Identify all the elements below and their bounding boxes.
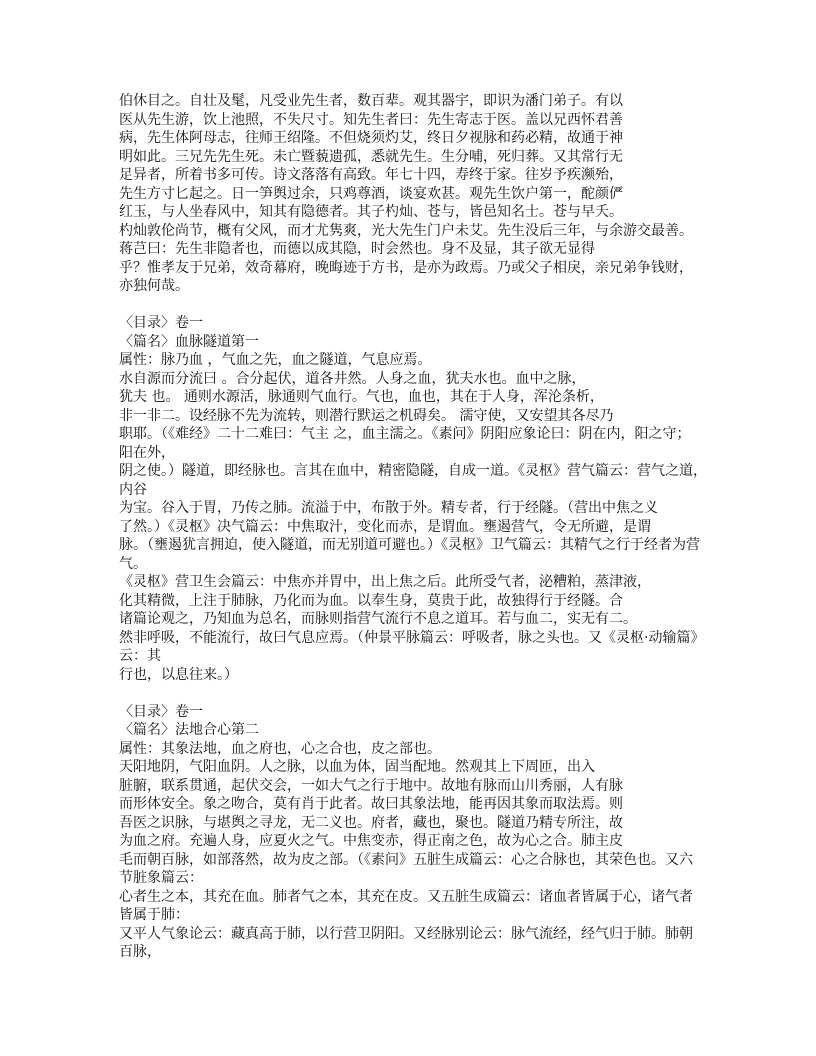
text-line: 脉。（壅遏犹言拥迫，使入隧道，而无别道可避也。）《灵枢》卫气篇云：其精气之行于经者为营 bbox=[119, 537, 700, 553]
text-line: 阴之使。）隧道，即经脉也。言其在血中，精密隐隧，自成一道。《灵枢》营气篇云：营气之道， bbox=[119, 463, 707, 479]
text-line: 百脉， bbox=[119, 944, 161, 960]
text-line: 皆属于肺： bbox=[119, 907, 189, 923]
text-line: 化其精微，上注于肺脉，乃化而为血。以奉生身，莫贵于此，故独得行于经隧。合 bbox=[119, 592, 623, 609]
text-line: 了然。）《灵枢》决气篇云：中焦取汁，变化而赤，是谓血。壅遏营气，令无所避，是谓 bbox=[119, 518, 651, 535]
text-line: 乎？惟孝友于兄弟，效奇幕府，晚晦迹于方书，是亦为政焉。乃或父子相戾，亲兄弟争钱财， bbox=[119, 259, 693, 276]
text-line: 云：其 bbox=[119, 648, 161, 664]
text-line: 为血之府。充遍人身，应夏火之气。中焦变赤，得正南之色，故为心之合。肺主皮 bbox=[119, 833, 623, 849]
text-line: 然非呼吸，不能流行，故曰气息应焉。（仲景平脉篇云：呼吸者，脉之头也。又《灵枢·动输篇》 bbox=[119, 629, 705, 646]
text-line: 红玉，与人坐春风中，知其有隐德者。其子杓灿、苍与，皆邑知名士。苍与早夭。 bbox=[119, 204, 623, 220]
text-line: 属性：脉乃血 ，气血之先，血之隧道，气息应焉。 bbox=[119, 352, 432, 368]
text-line: 行也，以息往来。） bbox=[119, 666, 238, 683]
text-line: 阳在外， bbox=[119, 444, 175, 461]
text-line: 为宝。谷入于胃，乃传之肺。流溢于中，布散于外。精专者，行于经隧。（营出中焦之义 bbox=[119, 500, 658, 516]
text-line: 先生方寸匕起之。日一笋舆过余，只鸡尊酒，谈宴欢甚。观先生饮户第一，酡颜俨 bbox=[119, 185, 623, 202]
text-line bbox=[119, 684, 719, 703]
text-line: 病，先生体阿母志，往师王绍隆。不但烧须灼艾，终日夕视脉和药必精，故通于神 bbox=[119, 130, 623, 146]
text-line: 杓灿敦伦尚节，概有父风，而才尤隽爽，光大先生门户未艾。先生没后三年，与余游交最善。 bbox=[119, 222, 693, 239]
text-line: 诸篇论观之，乃知血为总名，而脉则指营气流行不息之道耳。若与血二，实无有二。 bbox=[119, 611, 637, 627]
text-line: 足异者，所着书多可传。诗文落落有高致。年七十四，寿终于家。往岁予疾濒殆， bbox=[119, 167, 623, 183]
text-line: 亦独何哉。 bbox=[119, 278, 189, 294]
text-line: 〈篇名〉血脉隧道第一 bbox=[119, 333, 259, 350]
text-line: 职耶。（《难经》二十二难曰：气主 之，血主濡之。《素问》阴阳应象论曰：阴在内，阳之守； bbox=[119, 426, 691, 442]
text-line: 气。 bbox=[119, 555, 147, 572]
text-line: 非一非二。设经脉不先为流转，则潜行默运之机碍矣。 濡守使，又安望其各尽乃 bbox=[119, 407, 614, 424]
text-line: 犹夫 也。 通则水源活，脉通则气血行。气也，血也，其在于人身，浑沦条析， bbox=[119, 389, 604, 405]
text-line: 〈目录〉卷一 bbox=[119, 703, 203, 720]
text-line: 毛而朝百脉，如部落然，故为皮之部。（《素问》五脏生成篇云：心之合脉也，其荣色也。又六 bbox=[119, 851, 693, 868]
text-line: 蒋芑曰：先生非隐者也，而德以成其隐，时会然也。身不及显，其子欲无显得 bbox=[119, 241, 595, 257]
text-line: 又平人气象论云：藏真高于肺，以行营卫阴阳。又经脉别论云：脉气流经，经气归于肺。肺朝 bbox=[119, 925, 693, 942]
text-line: 医从先生游，饮上池照，不失尺寸。知先生者曰：先生寄志于医。盖以兄西怀君善 bbox=[119, 111, 623, 128]
text-line: 心者生之本，其充在血。肺者气之本，其充在皮。又五脏生成篇云：诸血者皆属于心，诸气者 bbox=[119, 888, 693, 905]
text-line: 明如此。三兄先先生死。未亡暨藐遗孤，悉就先生。生分哺，死归葬。又其常行无 bbox=[119, 148, 623, 165]
document-body bbox=[119, 92, 719, 962]
text-line: 内谷 bbox=[119, 481, 147, 498]
text-line: 水自源而分流曰 。合分起伏，道各井然。人身之血，犹夫水也。血中之脉， bbox=[119, 370, 586, 387]
text-line: 天阳地阴，气阳血阴。人之脉，以血为体，固当配地。然观其上下周匝，出入 bbox=[119, 759, 595, 775]
text-line: 〈目录〉卷一 bbox=[119, 315, 203, 331]
text-line: 〈篇名〉法地合心第二 bbox=[119, 722, 259, 738]
text-line bbox=[119, 296, 719, 315]
text-line: 伯休目之。自壮及髦，凡受业先生者，数百辈。观其器宇，即识为潘门弟子。有以 bbox=[119, 93, 623, 109]
text-line: 节脏象篇云： bbox=[119, 870, 203, 886]
text-line: 吾医之识脉，与堪舆之寻龙，无二义也。府者，藏也，聚也。隧道乃精专所注，故 bbox=[119, 814, 623, 831]
text-line: 属性：其象法地，血之府也，心之合也，皮之部也。 bbox=[119, 740, 441, 757]
text-line: 脏腑，联系贯通，起伏交会，一如大气之行于地中。故地有脉而山川秀丽，人有脉 bbox=[119, 777, 623, 794]
text-line: 而形体安全。象之吻合，莫有肖于此者。故曰其象法地，能再因其象而取法焉。则 bbox=[119, 796, 623, 812]
text-line: 《灵枢》营卫生会篇云：中焦亦并胃中，出上焦之后。此所受气者，泌糟粕，蒸津液， bbox=[119, 574, 651, 590]
